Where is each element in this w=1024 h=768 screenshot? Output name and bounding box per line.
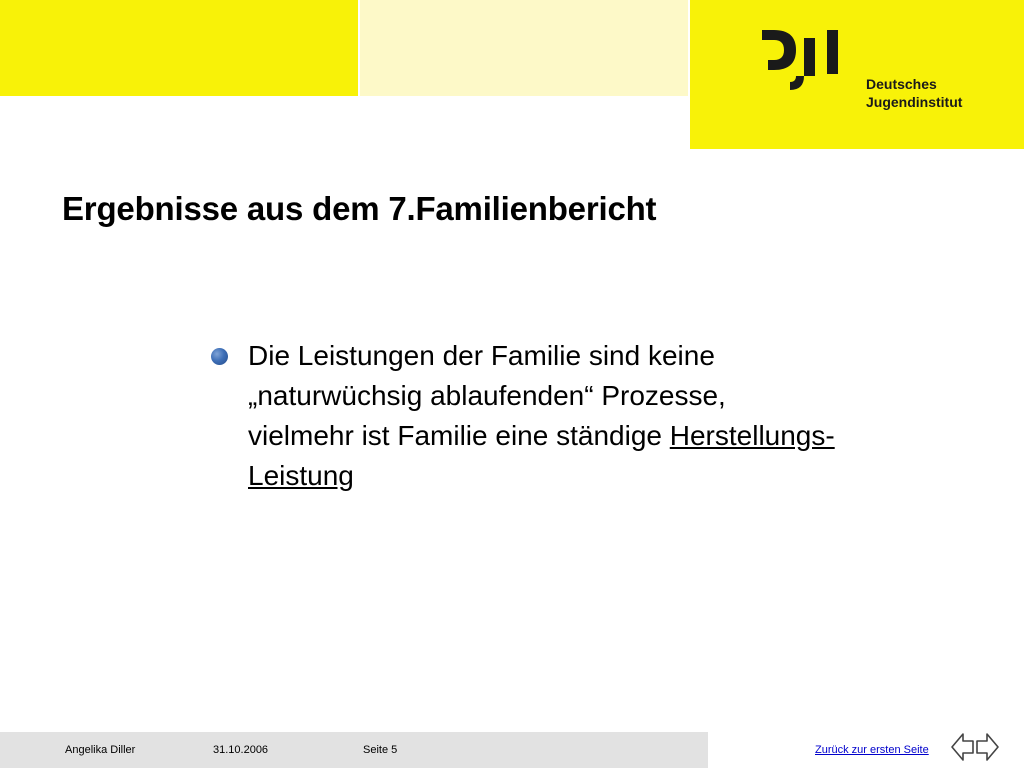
footer-date: 31.10.2006 [213, 744, 269, 756]
logo-text-line2: Jugendinstitut [866, 94, 963, 110]
bullet-dot-icon [211, 348, 228, 365]
back-forward-arrows-icon[interactable] [950, 731, 1000, 763]
footer-author: Angelika Diller [65, 744, 136, 756]
footer-page-number: Seite 5 [363, 744, 398, 756]
back-to-first-page-link[interactable]: Zurück zur ersten Seite [815, 744, 929, 756]
bullet-line-1: Die Leistungen der Familie sind keine [248, 340, 715, 371]
logo-text-line1: Deutsches [866, 76, 937, 92]
bullet-text [248, 336, 978, 496]
dji-logo-icon [760, 26, 852, 92]
header-pale-block [360, 0, 688, 96]
bullet-line-2: „naturwüchsig ablaufenden“ Prozesse, [248, 380, 726, 411]
logo-panel [690, 0, 1024, 149]
header-yellow-block [0, 0, 358, 96]
bullet-underlined-2: Leistung [248, 460, 354, 491]
slide-title: Ergebnisse aus dem 7.Familienbericht [62, 190, 657, 227]
logo-text [866, 75, 962, 111]
bullet-line-3: vielmehr ist Familie eine ständige [248, 420, 670, 451]
bullet-underlined-1: Herstellungs- [669, 420, 835, 451]
